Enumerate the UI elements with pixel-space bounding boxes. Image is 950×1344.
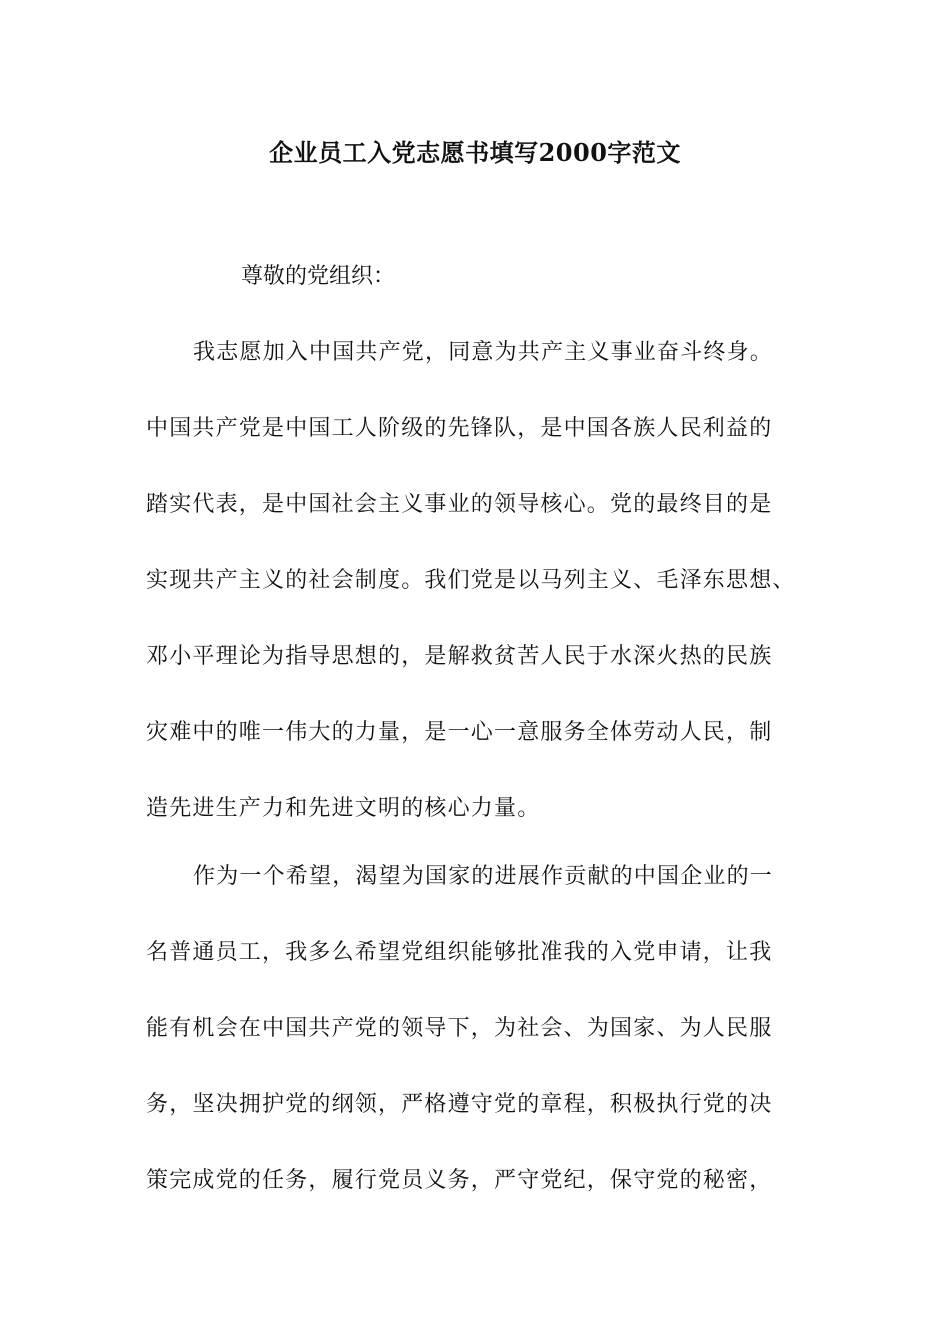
paragraph-2-line-1: 作为一个希望，渴望为国家的进展作贡献的中国企业的一 bbox=[193, 864, 774, 889]
paragraph-1-line-7: 造先进生产力和先进文明的核心力量。 bbox=[146, 796, 541, 821]
paragraph-1-line-4: 实现共产主义的社会制度。我们党是以马列主义、毛泽东思想、 bbox=[146, 568, 796, 593]
document-title: 企业员工入党志愿书填写2000字范文 bbox=[269, 138, 681, 167]
paragraph-2-line-4: 务，坚决拥护党的纲领，严格遵守党的章程，积极执行党的决 bbox=[146, 1092, 773, 1117]
paragraph-2-line-2: 名普通员工，我多么希望党组织能够批准我的入党申请，让我 bbox=[146, 940, 773, 965]
paragraph-1-line-2: 中国共产党是中国工人阶级的先锋队，是中国各族人民利益的 bbox=[146, 416, 773, 441]
paragraph-1-line-1: 我志愿加入中国共产党，同意为共产主义事业奋斗终身。 bbox=[193, 340, 774, 365]
paragraph-1-line-3: 踏实代表，是中国社会主义事业的领导核心。党的最终目的是 bbox=[146, 492, 773, 517]
paragraph-2-line-5: 策完成党的任务，履行党员义务，严守党纪，保守党的秘密， bbox=[146, 1168, 773, 1193]
paragraph-1-line-5: 邓小平理论为指导思想的，是解救贫苦人民于水深火热的民族 bbox=[146, 644, 773, 669]
salutation: 尊敬的党组织： bbox=[241, 264, 396, 289]
paragraph-2-line-3: 能有机会在中国共产党的领导下，为社会、为国家、为人民服 bbox=[146, 1016, 773, 1041]
paragraph-1-line-6: 灾难中的唯一伟大的力量，是一心一意服务全体劳动人民，制 bbox=[146, 720, 773, 745]
